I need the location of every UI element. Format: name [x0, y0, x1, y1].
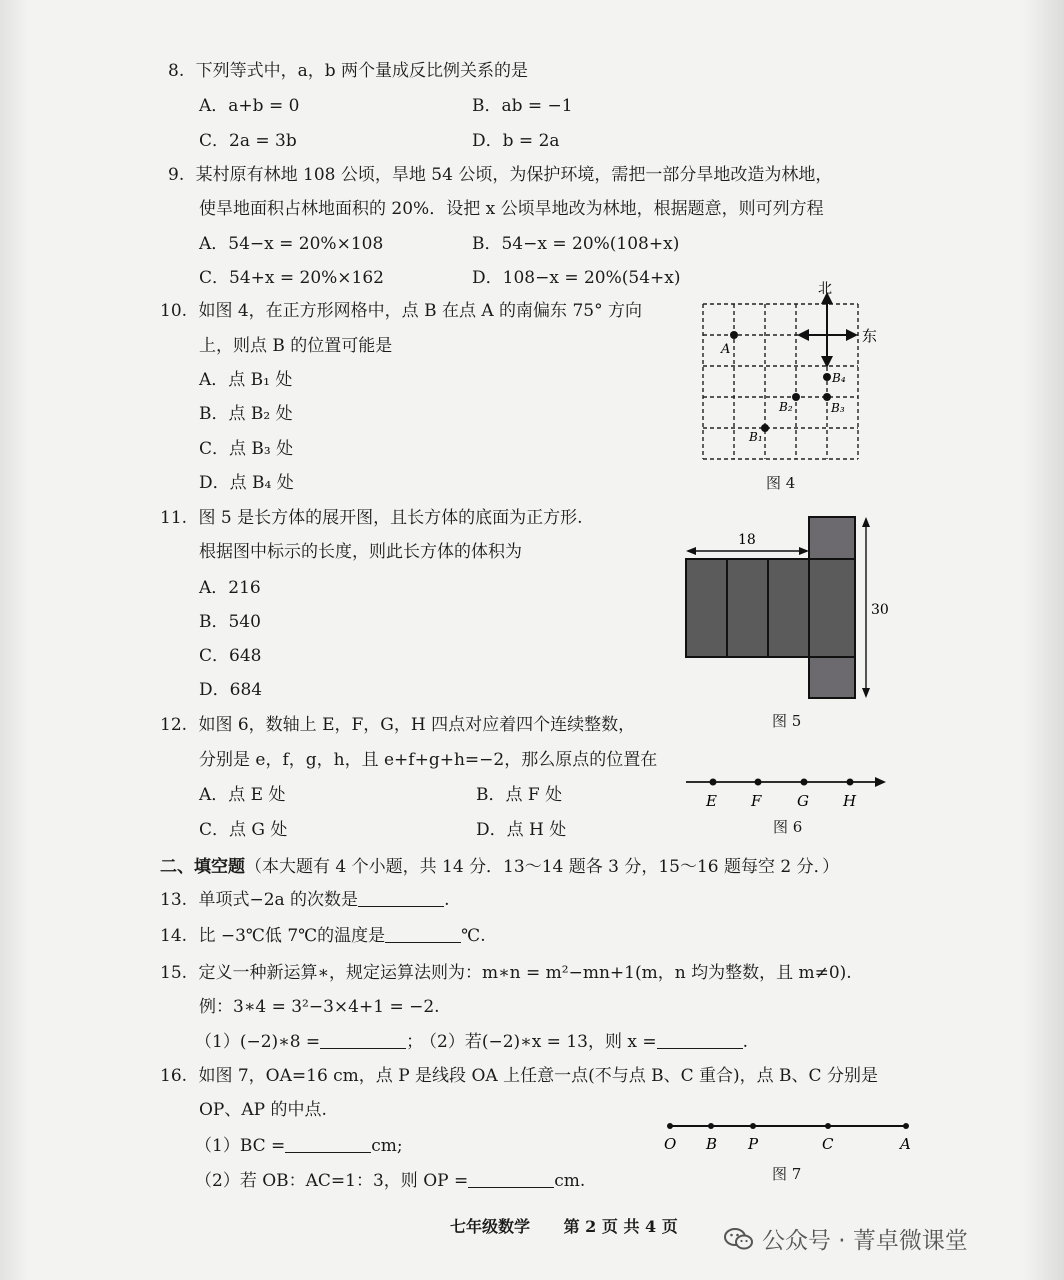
q13-number: 13.	[160, 890, 188, 910]
q11-option-a: A．216	[199, 578, 261, 598]
point-b2	[792, 393, 800, 401]
q13-text: 单项式−2a 的次数是	[198, 890, 359, 910]
figure-5-caption: 图 5	[772, 712, 802, 730]
q16-text-1: 如图 7，OA=16 cm，点 P 是线段 OA 上任意一点(不与点 B、C 重合)，点 B、C 分别是	[198, 1066, 878, 1086]
net-face-1	[686, 559, 727, 657]
q9-text-1: 某村原有林地 108 公顷，旱地 54 公顷，为保护环境，需把一部分旱地改造为林地，	[195, 165, 833, 185]
q9-option-d: D．108−x = 20%(54+x)	[472, 268, 681, 288]
section-2-title: 二、填空题	[160, 857, 245, 877]
q11-option-b: B．540	[199, 612, 261, 632]
q13-end: .	[444, 890, 450, 910]
q12-option-d: D．点 H 处	[476, 820, 567, 840]
watermark-text: 公众号 · 菁卓微课堂	[762, 1228, 968, 1254]
q9-option-c: C．54+x = 20%×162	[199, 268, 384, 288]
net-top-square	[809, 517, 855, 559]
q9-option-b: B．54−x = 20%(108+x)	[472, 234, 680, 254]
q10-option-b: B．点 B₂ 处	[199, 404, 293, 424]
net-bottom-square	[809, 657, 855, 698]
q11-stem-1	[160, 507, 582, 529]
point-c-label: C	[822, 1135, 834, 1153]
dimension-18-label: 18	[738, 532, 756, 548]
point-g	[801, 779, 808, 786]
figure-4-caption: 图 4	[766, 474, 796, 492]
net-face-4	[809, 559, 855, 657]
q16-part-1	[195, 1135, 403, 1157]
q15-line-1	[160, 962, 852, 984]
q14-answer-blank[interactable]	[385, 926, 461, 943]
dimension-18	[686, 547, 809, 555]
compass-arrows	[797, 292, 858, 368]
q8-option-b: B．ab = −1	[472, 96, 573, 116]
q13-answer-blank[interactable]	[358, 890, 444, 907]
point-b3	[823, 393, 831, 401]
point-a-label: A	[900, 1135, 911, 1153]
q15-number: 15.	[160, 963, 188, 983]
point-p	[750, 1123, 756, 1129]
point-a	[730, 331, 738, 339]
point-b	[708, 1123, 714, 1129]
point-e	[710, 779, 717, 786]
q14	[160, 925, 486, 947]
q12-stem-1	[160, 714, 635, 736]
figure-7-caption: 图 7	[772, 1165, 802, 1183]
point-a-label: A	[721, 342, 731, 357]
q12-option-c: C．点 G 处	[199, 820, 288, 840]
q12-number: 12.	[160, 715, 188, 735]
q8-option-c: C．2a = 3b	[199, 131, 297, 151]
q10-option-d: D．点 B₄ 处	[199, 473, 294, 493]
point-b3-label: B₃	[831, 401, 845, 415]
q14-end: ℃.	[461, 926, 486, 946]
q12-text-1: 如图 6，数轴上 E，F，G，H 四点对应着四个连续整数，	[198, 715, 636, 735]
q16-part-2-blank[interactable]	[468, 1171, 554, 1188]
q8-option-a: A．a+b = 0	[199, 96, 300, 116]
point-b4-label: B₄	[832, 371, 846, 385]
q11-number: 11.	[160, 508, 188, 528]
q15-text-1: 定义一种新运算∗，规定运算法则为：m∗n = m²−mn+1(m，n 均为整数，且 m≠0).	[198, 963, 852, 983]
north-label: 北	[818, 281, 832, 297]
net-face-3	[768, 559, 809, 657]
point-o	[667, 1123, 673, 1129]
dimension-30-label: 30	[871, 602, 889, 618]
figure-6-caption: 图 6	[773, 818, 803, 836]
point-g-label: G	[797, 792, 809, 810]
q13	[160, 889, 449, 911]
q12-stem-2: 分别是 e，f，g，h，且 e+f+g+h=−2，那么原点的位置在	[199, 750, 658, 770]
q8-number: 8.	[168, 61, 185, 81]
q15-part-1-blank[interactable]	[320, 1032, 406, 1049]
q8-text: 下列等式中，a，b 两个量成反比例关系的是	[195, 61, 529, 81]
q16-line-1	[160, 1065, 878, 1087]
figure-5-net	[680, 510, 910, 706]
q10-option-c: C．点 B₃ 处	[199, 439, 294, 459]
east-label: 东	[862, 327, 878, 345]
number-line-arrow	[875, 777, 886, 787]
q10-option-a: A．点 B₁ 处	[199, 370, 293, 390]
figure-7-segment	[660, 1116, 920, 1156]
q16-part-2-end: cm.	[554, 1171, 586, 1191]
q12-option-a: A．点 E 处	[199, 785, 286, 805]
q15-part-1-text: （1）(−2)∗8 =	[195, 1032, 321, 1052]
q15-part-2	[420, 1031, 748, 1053]
q11-stem-2: 根据图中标示的长度，则此长方体的体积为	[199, 542, 522, 562]
point-a	[903, 1123, 909, 1129]
q16-part-2-text: （2）若 OB：AC=1：3，则 OP =	[195, 1171, 469, 1191]
q10-stem-2: 上，则点 B 的位置可能是	[199, 336, 393, 356]
q9-stem-1	[168, 164, 832, 186]
point-f	[755, 779, 762, 786]
figure-4-grid	[690, 278, 890, 468]
q16-number: 16.	[160, 1066, 188, 1086]
point-b2-label: B₂	[779, 400, 793, 414]
footer-page-number: 第 2 页 共 4 页	[563, 1217, 678, 1236]
q9-number: 9.	[168, 165, 185, 185]
section-2-description: （本大题有 4 个小题，共 14 分．13～14 题各 3 分，15～16 题每空 2 分．）	[245, 857, 840, 877]
q14-number: 14.	[160, 926, 188, 946]
q8-option-d: D．b = 2a	[472, 131, 560, 151]
watermark	[724, 1222, 968, 1255]
dimension-30	[862, 517, 870, 698]
q16-part-1-text: （1）BC =	[195, 1136, 286, 1156]
page-edge-right	[1024, 0, 1064, 1280]
point-o-label: O	[664, 1135, 677, 1153]
point-f-label: F	[751, 792, 762, 810]
point-p-label: P	[748, 1135, 759, 1153]
q12-option-b: B．点 F 处	[476, 785, 563, 805]
q15-line-2: 例：3∗4 = 3²−3×4+1 = −2.	[199, 997, 440, 1017]
q9-option-a: A．54−x = 20%×108	[199, 234, 384, 254]
point-b1-label: B₁	[749, 430, 763, 444]
q16-part-1-blank[interactable]	[285, 1136, 371, 1153]
q10-text-1: 如图 4，在正方形网格中，点 B 在点 A 的南偏东 75° 方向	[198, 301, 642, 321]
q15-part-1	[195, 1031, 423, 1053]
wechat-icon	[724, 1227, 754, 1251]
point-e-label: E	[706, 792, 717, 810]
q15-part-1-end: ；	[406, 1032, 424, 1052]
figure-6-number-line	[680, 770, 890, 812]
page-edge-left	[0, 0, 28, 1280]
q11-text-1: 图 5 是长方体的展开图，且长方体的底面为正方形.	[198, 508, 583, 528]
point-h-label: H	[843, 792, 857, 810]
section-2-header	[160, 856, 839, 878]
q15-part-2-text: （2）若(−2)∗x = 13，则 x =	[420, 1032, 657, 1052]
q14-text: 比 −3℃低 7℃的温度是	[198, 926, 386, 946]
q15-part-2-end: .	[742, 1032, 749, 1052]
point-b4	[823, 373, 831, 381]
q16-part-2	[195, 1170, 585, 1192]
footer-subject: 七年级数学	[450, 1217, 531, 1236]
q11-option-d: D．684	[199, 680, 263, 700]
page-footer	[450, 1214, 678, 1237]
q9-stem-2: 使旱地面积占林地面积的 20%．设把 x 公顷旱地改为林地，根据题意，则可列方程	[199, 199, 824, 219]
q10-number: 10.	[160, 301, 188, 321]
point-b-label: B	[706, 1135, 718, 1153]
point-c	[825, 1123, 831, 1129]
q8-stem	[168, 60, 528, 82]
q16-part-1-end: cm;	[371, 1136, 403, 1156]
point-h	[847, 779, 854, 786]
q11-option-c: C．648	[199, 646, 262, 666]
q15-part-2-blank[interactable]	[657, 1032, 743, 1049]
net-face-2	[727, 559, 768, 657]
q16-line-2: OP、AP 的中点.	[199, 1100, 327, 1120]
q10-stem-1	[160, 300, 642, 322]
